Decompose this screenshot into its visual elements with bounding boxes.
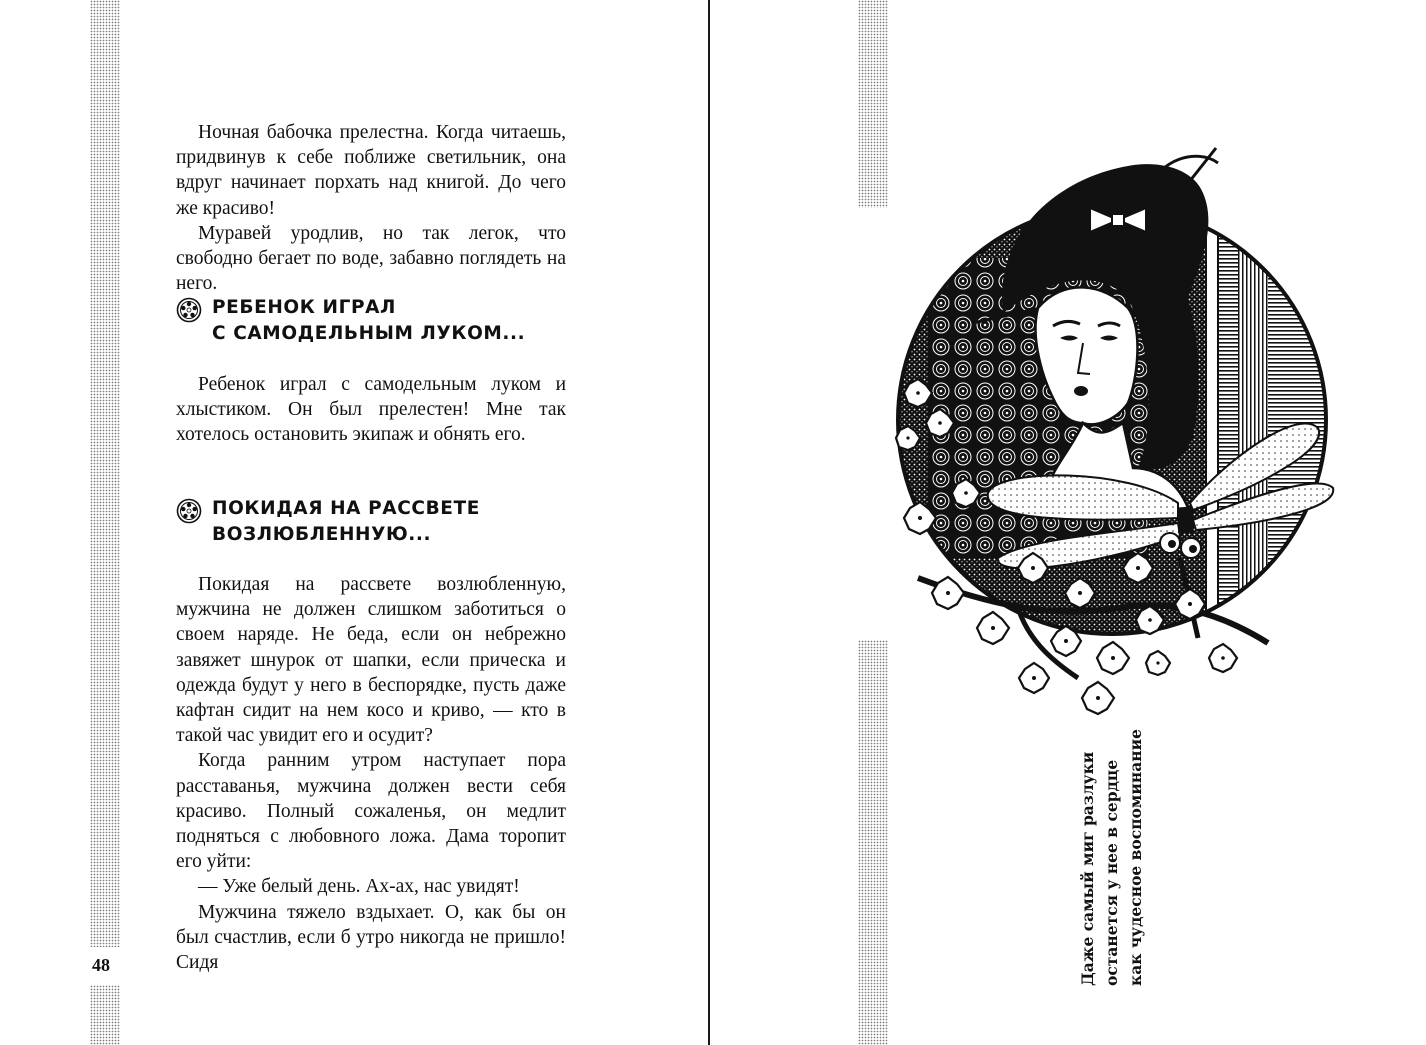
heading-line: ПОКИДАЯ НА РАССВЕТЕ [212,498,480,519]
caption-line: Даже самый миг разлуки [1078,751,1097,986]
section-heading [176,295,536,347]
paragraph: Покидая на рассвете возлюбленную, мужчина не должен слишком заботиться о своем наряде. Не беда, если он небрежно завяжет шнурок от шапки, если прическа и одежда будут у него в беспорядке, пусть даже кафтан сидит на нем косо и криво, — кто в такой час увидит его и осудит? [176,574,566,747]
paragraph: Мужчина тяжело вздыхает. О, как бы он был счастлив, если б утро никогда не пришло! Сидя [176,901,566,974]
flower-crest-icon [176,498,202,524]
caption-line: как чудесное воспоминание [1126,729,1145,986]
dotted-margin-band [90,0,120,947]
paragraph: Ночная бабочка прелестна. Когда читаешь, придвинув к себе поближе светильник, она вдруг начинает порхать над книгой. До чего же красиво! [176,122,566,219]
flower-crest-icon [176,297,202,323]
section1-text [176,372,566,448]
intro-text [176,120,566,296]
left-page [0,0,710,1045]
heading-line: С САМОДЕЛЬНЫМ ЛУКОМ... [212,323,526,344]
section2-text [176,572,566,975]
paragraph: Ребенок играл с самодельным луком и хлыстиком. Он был прелестен! Мне так хотелось остановить экипаж и обнять его. [176,374,566,446]
paragraph: Муравей уродлив, но так легок, что свободно бегает по воде, забавно поглядеть на него. [176,222,566,295]
paragraph: Когда ранним утром наступает пора расставанья, мужчина должен вести себя красиво. Полный сожаленья, он медлит подняться с любовного ложа. Дама торопит его уйти: [176,750,566,873]
section-heading [176,496,536,548]
heading-line: ВОЗЛЮБЛЕННУЮ... [212,524,432,545]
vertical-caption [1076,718,1186,986]
heading-line: РЕБЕНОК ИГРАЛ [212,297,397,318]
caption-line: останется у нее в сердце [1102,759,1121,986]
page-number: 48 [92,955,110,975]
geisha-dragonfly-illustration [798,138,1398,728]
dialog-line: — Уже белый день. Ах-ах, нас увидят! [198,876,520,898]
dotted-margin-band [90,985,120,1045]
right-page [710,0,1426,1045]
